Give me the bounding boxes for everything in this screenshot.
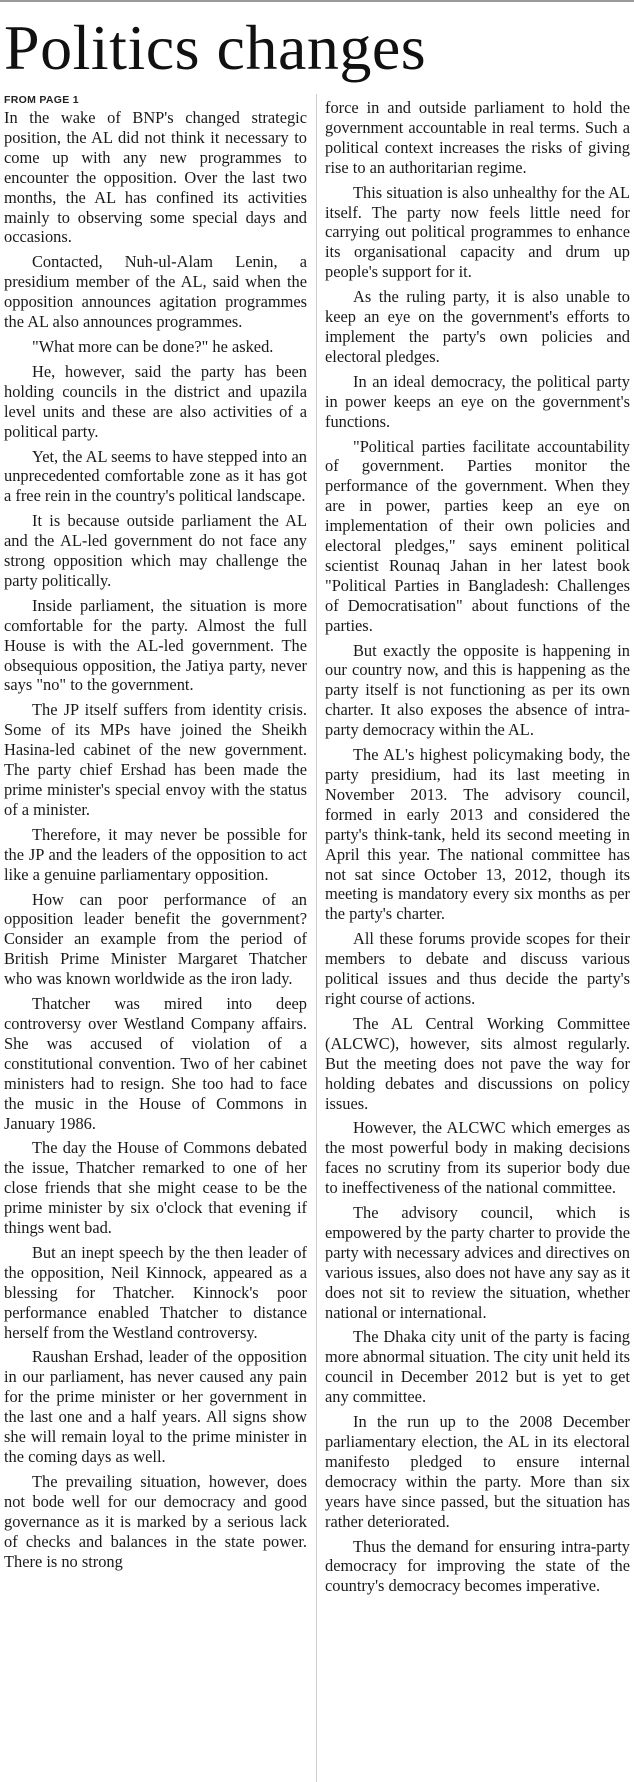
paragraph: However, the ALCWC which emerges as the most powerful body in making decisions faces no scrutiny from its superior body due to ineffectiveness of the national committee. — [325, 1118, 630, 1198]
paragraph: Contacted, Nuh-ul-Alam Lenin, a presidium member of the AL, said when the opposition announces agitation programmes the AL also announces programmes. — [4, 252, 307, 332]
paragraph: In the wake of BNP's changed strategic position, the AL did not think it necessary to come up with any new programmes to encounter the opposition. Over the last two months, the AL has confined its activities mainly to observing some special days and occasions. — [4, 108, 307, 247]
top-rule — [0, 0, 634, 2]
paragraph: It is because outside parliament the AL and the AL-led government do not face any strong opposition which may challenge the party politically. — [4, 511, 307, 590]
paragraph: The Dhaka city unit of the party is facing more abnormal situation. The city unit held its council in December 2012 but is yet to get any committee. — [325, 1327, 630, 1407]
paragraph: Therefore, it may never be possible for the JP and the leaders of the opposition to act like a genuine parliamentary opposition. — [4, 824, 307, 884]
paragraph: The day the House of Commons debated the issue, Thatcher remarked to one of her close friends that she might cease to be the prime minister by six o'clock that evening if things went bad. — [4, 1138, 307, 1238]
paragraph: He, however, said the party has been holding councils in the district and upazila level units and these are also activities of a political party. — [4, 361, 307, 441]
column-divider — [316, 94, 317, 1782]
paragraph: This situation is also unhealthy for the AL itself. The party now feels little need for carrying out political programmes to enhance its organisational capacity and drum up people's support for it. — [325, 182, 630, 282]
paragraph: The prevailing situation, however, does not bode well for our democracy and good governance as it is marked by a serious lack of checks and balances in the state power. There is no strong — [4, 1471, 307, 1571]
article-column-right — [325, 98, 630, 1601]
paragraph: All these forums provide scopes for their members to debate and discuss various political issues and thus decide the party's right course of actions. — [325, 929, 630, 1008]
paragraph: Raushan Ershad, leader of the opposition in our parliament, has never caused any pain for the prime minister or her government in the last one and a half years. All signs show she will remain loyal to the prime minister in the coming days as well. — [4, 1347, 307, 1466]
paragraph: Inside parliament, the situation is more comfortable for the party. Almost the full House is with the AL-led government. The obsequious opposition, the Jatiya party, never says "no" to the government. — [4, 595, 307, 695]
paragraph: How can poor performance of an opposition leader benefit the government? Consider an example from the period of British Prime Minister Margaret Thatcher who was known worldwide as the iron lady. — [4, 889, 307, 989]
paragraph-continuation: force in and outside parliament to hold the government accountable in real terms. Such a political context increases the risks of giving rise to an authoritarian regime. — [325, 98, 630, 177]
paragraph: Yet, the AL seems to have stepped into an unprecedented comfortable zone as it has got a free rein in the country's political landscape. — [4, 446, 307, 506]
paragraph: The JP itself suffers from identity crisis. Some of its MPs have joined the Sheikh Hasina-led cabinet of the new government. The party chief Ershad has been made the prime minister's special envoy with the status of a minister. — [4, 700, 307, 819]
dateline: FROM PAGE 1 — [4, 94, 79, 106]
paragraph: "What more can be done?" he asked. — [32, 336, 274, 356]
paragraph: The AL's highest policymaking body, the party presidium, had its last meeting in November 2013. The advisory council, formed in early 2013 and considered the party's think-tank, held its second meeting in April this year. The national committee has not sat since October 13, 2012, though its meeting is mandatory every six months as per the party's charter. — [325, 745, 630, 924]
headline: Politics changes — [4, 12, 427, 83]
paragraph: As the ruling party, it is also unable to keep an eye on the government's efforts to implement the party's own policies and electoral pledges. — [325, 287, 630, 366]
paragraph: "Political parties facilitate accountability of government. Parties monitor the performance of the government. When they are in power, parties keep an eye on implementation of their own policies and electoral pledges," says eminent political scientist Rounaq Jahan in her latest book "Political Parties in Bangladesh: Challenges of Democratisation" about functions of the parties. — [325, 436, 630, 635]
paragraph: In an ideal democracy, the political party in power keeps an eye on the government's functions. — [325, 371, 630, 431]
paragraph: But exactly the opposite is happening in our country now, and this is happening as the party itself is not functioning as per its own charter. It also exposes the absence of intra-party democracy within the AL. — [325, 640, 630, 740]
paragraph: Thatcher was mired into deep controversy over Westland Company affairs. She was accused of violation of a constitutional convention. Two of her cabinet ministers had to resign. She too had to face the music in the House of Commons in January 1986. — [4, 994, 307, 1133]
article-column-left — [4, 94, 307, 1576]
paragraph: The advisory council, which is empowered by the party charter to provide the party with necessary advices and directives on various issues, also does not have any say as it does not sit to review the situation, whether national or international. — [325, 1203, 630, 1322]
paragraph: Thus the demand for ensuring intra-party democracy for improving the state of the country's democracy becomes imperative. — [325, 1536, 630, 1596]
paragraph: The AL Central Working Committee (ALCWC), however, sits almost regularly. But the meeting does not pave the way for holding debates and discussions on policy issues. — [325, 1013, 630, 1113]
paragraph: In the run up to the 2008 December parliamentary election, the AL in its electoral manifesto pledged to ensure internal democracy within the party. More than six years have since passed, but the situation has rather deteriorated. — [325, 1412, 630, 1531]
paragraph: But an inept speech by the then leader of the opposition, Neil Kinnock, appeared as a blessing for Thatcher. Kinnock's poor performance enabled Thatcher to distance herself from the Westland controversy. — [4, 1242, 307, 1342]
